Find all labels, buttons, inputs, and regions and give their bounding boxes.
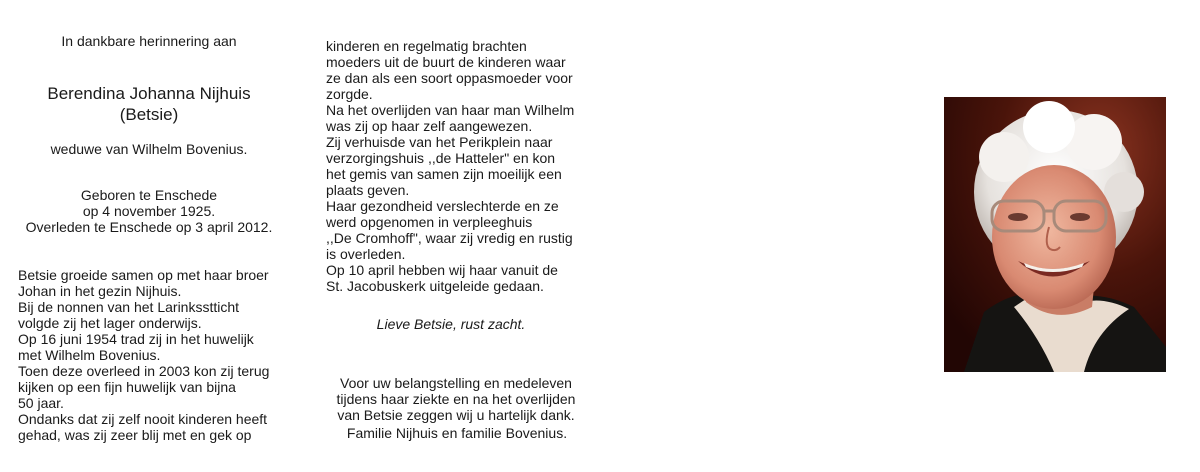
date-line: Overleden te Enschede op 3 april 2012.: [25, 219, 273, 235]
story-line: kijken op een fijn huwelijk van bijna: [18, 379, 236, 395]
date-line: Geboren te Enschede: [80, 187, 218, 203]
birth-death-dates: [18, 187, 280, 235]
story-line: werd opgenomen in verpleeghuis: [326, 214, 533, 230]
story-line: Toen deze overleed in 2003 kon zij terug: [18, 363, 270, 379]
story-line: plaats geven.: [326, 182, 410, 198]
deceased-name: [18, 83, 280, 125]
portrait-photo: [944, 97, 1166, 372]
story-line: volgde zij het lager onderwijs.: [18, 315, 202, 331]
story-line: moeders uit de buurt de kinderen waar: [326, 54, 566, 70]
story-line: Zij verhuisde van het Perikplein naar: [326, 134, 553, 150]
story-line: het gemis van samen zijn moeilijk een: [326, 166, 562, 182]
thanks-line: Voor uw belangstelling en medeleven: [340, 375, 572, 391]
family-signature: Familie Nijhuis en familie Bovenius.: [346, 425, 568, 441]
story-line: verzorgingshuis ,,de Hatteler" en kon: [326, 150, 556, 166]
widow-of-text: weduwe van Wilhelm Bovenius.: [50, 141, 248, 157]
story-line: ,,De Cromhoff", waar zij vredig en rustig: [326, 230, 573, 246]
nickname-line: (Betsie): [119, 105, 179, 124]
intro-text: In dankbare herinnering aan: [61, 33, 237, 49]
story-line: is overleden.: [326, 246, 406, 262]
story-line: Haar gezondheid verslechterde en ze: [326, 198, 559, 214]
thanks-line: tijdens haar ziekte en na het overlijden: [336, 391, 576, 407]
thanks-text: [326, 375, 586, 423]
story-line: gehad, was zij zeer blij met en gek op: [18, 427, 252, 443]
story-line: 50 jaar.: [18, 395, 64, 411]
story-line: was zij op haar zelf aangewezen.: [326, 118, 533, 134]
story-line: Op 16 juni 1954 trad zij in het huwelijk: [18, 331, 254, 347]
story-line: Na het overlijden van haar man Wilhelm: [326, 102, 575, 118]
story-line: Op 10 april hebben wij haar vanuit de: [326, 262, 558, 278]
story-line: kinderen en regelmatig brachten: [326, 38, 527, 54]
story-line: met Wilhelm Bovenius.: [18, 347, 161, 363]
story-line: ze dan als een soort oppasmoeder voor: [326, 70, 573, 86]
thanks-line: van Betsie zeggen wij u hartelijk dank.: [337, 407, 575, 423]
name-line: Berendina Johanna Nijhuis: [47, 84, 251, 103]
story-line: Johan in het gezin Nijhuis.: [18, 283, 182, 299]
life-story-part-1: [18, 267, 280, 443]
story-line: St. Jacobuskerk uitgeleide gedaan.: [326, 278, 544, 294]
date-line: op 4 november 1925.: [82, 203, 216, 219]
story-line: Bij de nonnen van het Larinksstticht: [18, 299, 240, 315]
story-line: Ondanks dat zij zelf nooit kinderen heeft: [18, 411, 268, 427]
farewell-text: Lieve Betsie, rust zacht.: [376, 316, 526, 332]
life-story-part-2: [326, 38, 586, 294]
story-line: zorgde.: [326, 86, 373, 102]
story-line: Betsie groeide samen op met haar broer: [18, 267, 269, 283]
